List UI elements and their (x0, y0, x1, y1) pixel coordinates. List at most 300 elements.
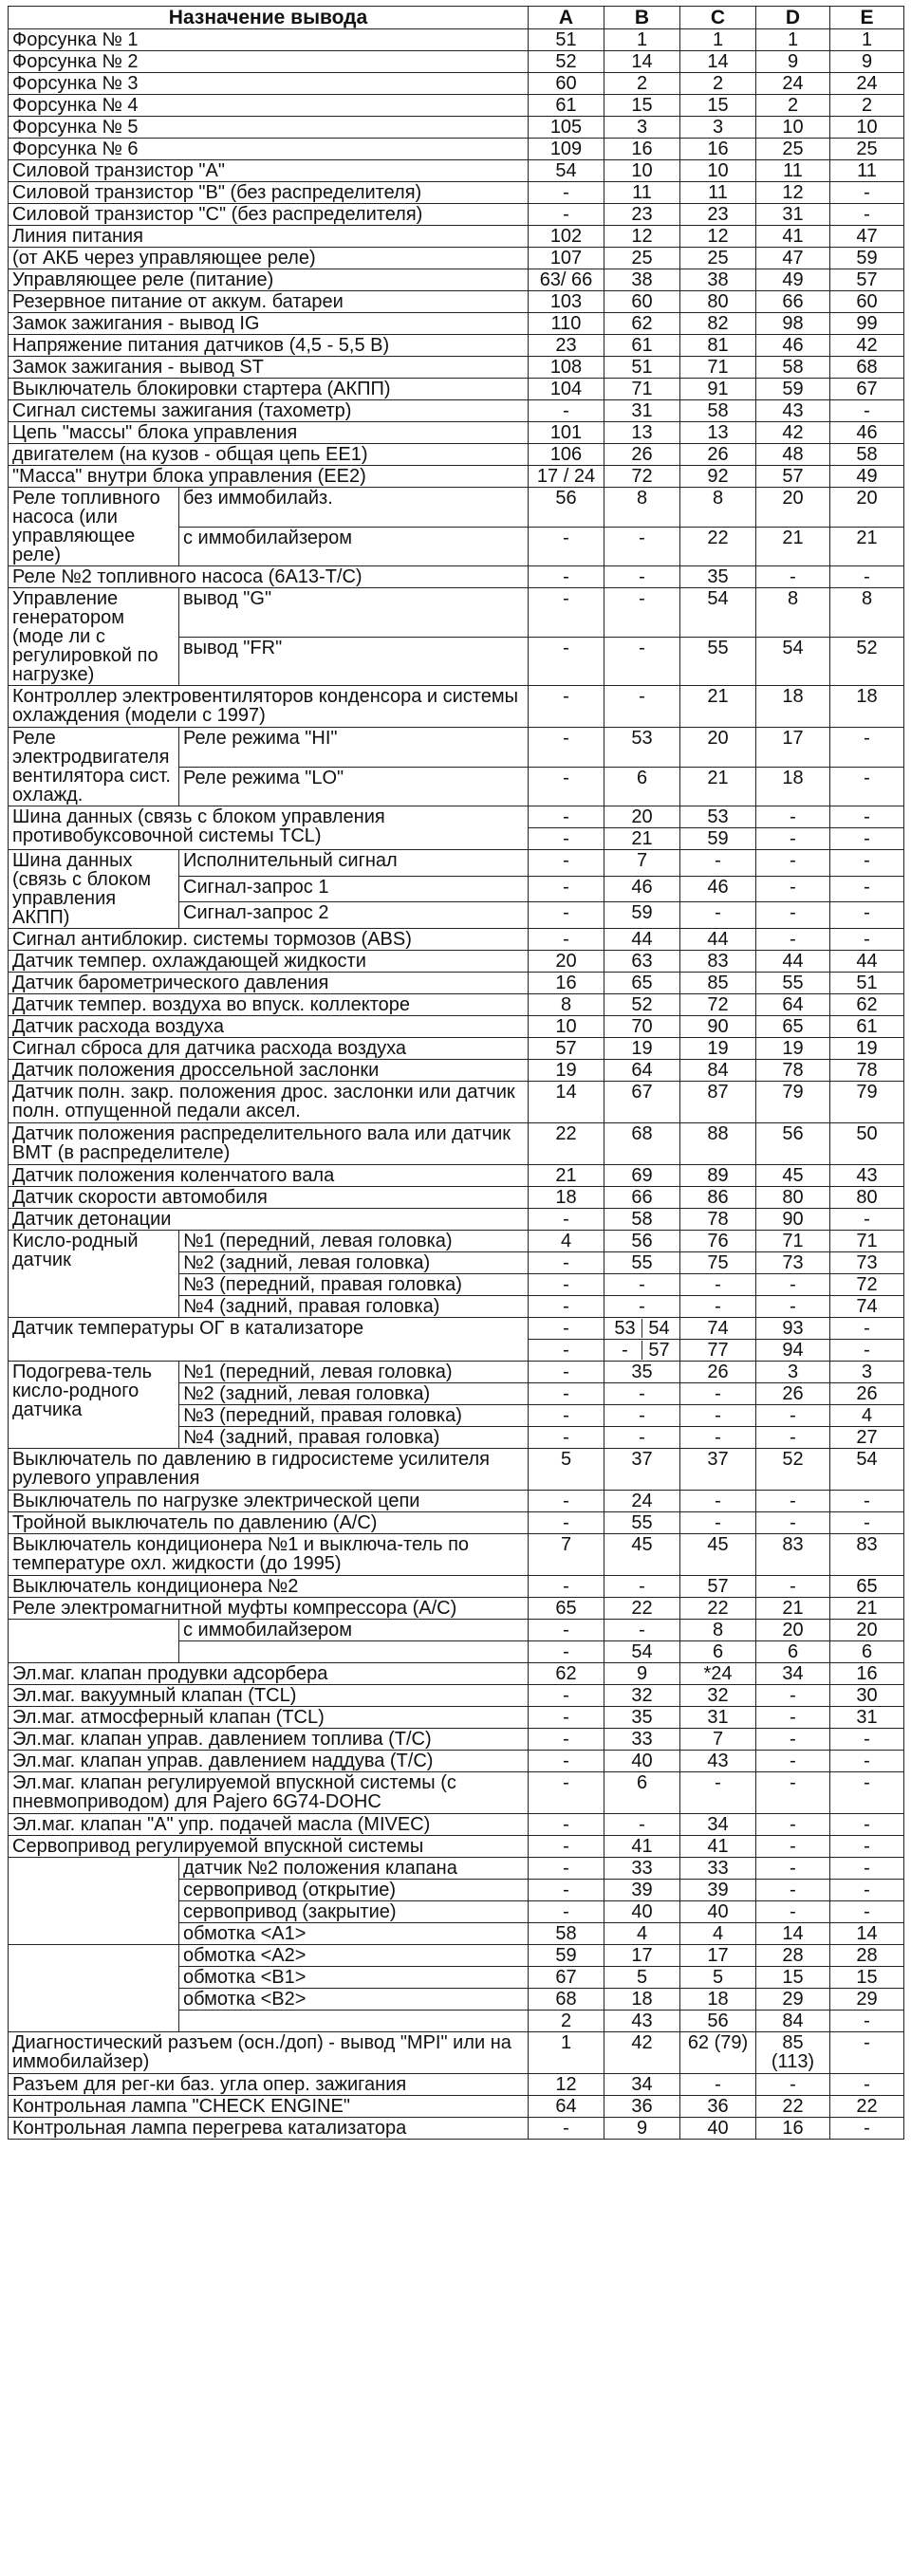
row-label: Диагностический разъем (осн./доп) - вывод "MPI" или на иммобилайзер) (9, 2032, 529, 2074)
cell-value: - (756, 1772, 830, 1814)
cell-value: - (604, 1274, 680, 1296)
cell-value: 31 (830, 1707, 904, 1729)
cell-value: 59 (830, 248, 904, 269)
cell-value: 1 (756, 29, 830, 51)
cell-value: 47 (756, 248, 830, 269)
cell-value: - (830, 876, 904, 902)
cell-value: - (830, 566, 904, 588)
cell-value: - (830, 1512, 904, 1534)
table-row (9, 2032, 904, 2074)
cell-value: 30 (830, 1685, 904, 1707)
table-row (9, 466, 904, 488)
cell-value: 3 (830, 1362, 904, 1383)
cell-value: - (756, 876, 830, 902)
table-row (9, 850, 904, 877)
row-label: Разъем для рег-ки баз. угла опер. зажигания (9, 2074, 529, 2096)
cell-value: 25 (830, 139, 904, 160)
row-label: Эл.маг. клапан регулируемой впускной системы (с пневмоприводом) для Pajero 6G74-DOHC (9, 1772, 529, 1814)
cell-value: - (830, 1751, 904, 1772)
cell-value: 86 (680, 1187, 756, 1209)
table-row (9, 1362, 904, 1383)
cell-value: - (830, 902, 904, 929)
row-sub-label (179, 1641, 529, 1663)
cell-value: - (529, 182, 604, 204)
table-row (9, 806, 904, 828)
cell-value: 44 (680, 929, 756, 951)
cell-value: - (830, 728, 904, 768)
cell-value: - (756, 1296, 830, 1318)
cell-value: 54 (604, 1641, 680, 1663)
cell-value: 18 (830, 686, 904, 728)
cell-value: 57 (641, 1341, 676, 1360)
cell-value: - (830, 204, 904, 226)
row-sub-label: №2 (задний, левая головка) (179, 1252, 529, 1274)
row-label: Форсунка № 5 (9, 117, 529, 139)
row-sub-label: обмотка <В2> (179, 1989, 529, 2011)
cell-value: - (604, 1814, 680, 1836)
cell-value: 22 (756, 2096, 830, 2118)
cell-value: 78 (680, 1209, 756, 1231)
cell-value: 28 (756, 1945, 830, 1967)
cell-value: 44 (830, 951, 904, 973)
row-label: Эл.маг. клапан "А" упр. подачей масла (MIVEC) (9, 1814, 529, 1836)
cell-value: - (529, 1340, 604, 1362)
row-sub-label: №2 (задний, левая головка) (179, 1383, 529, 1405)
row-group-label: Управление генератором (моде ли с регулировкой по нагрузке) (9, 588, 179, 686)
row-label: Выключатель блокировки стартера (АКПП) (9, 379, 529, 400)
cell-value: 2 (756, 95, 830, 117)
cell-value: 78 (830, 1060, 904, 1082)
cell-value: 57 (830, 269, 904, 291)
table-row (9, 566, 904, 588)
cell-value: 26 (604, 444, 680, 466)
cell-value: 26 (756, 1383, 830, 1405)
cell-value: 17 / 24 (529, 466, 604, 488)
row-label: Тройной выключатель по давлению (А/С) (9, 1512, 529, 1534)
cell-value: - (680, 1772, 756, 1814)
table-row (9, 1060, 904, 1082)
cell-value: 70 (604, 1016, 680, 1038)
cell-value: 40 (604, 1901, 680, 1923)
cell-value: 45 (604, 1534, 680, 1576)
cell-value: 10 (756, 117, 830, 139)
cell-value: 58 (830, 444, 904, 466)
cell-value: 54 (529, 160, 604, 182)
table-row (9, 182, 904, 204)
cell-value: - (830, 182, 904, 204)
cell-value: 37 (680, 1449, 756, 1491)
cell-value: 62 (79) (680, 2032, 756, 2074)
cell-value: 1 (529, 2032, 604, 2074)
cell-value: 60 (830, 291, 904, 313)
cell-value: 66 (604, 1187, 680, 1209)
cell-value: - (529, 902, 604, 929)
cell-value: 34 (604, 2074, 680, 2096)
row-sub-label: №3 (передний, правая головка) (179, 1405, 529, 1427)
cell-value: 14 (680, 51, 756, 73)
cell-value: 55 (756, 973, 830, 994)
cell-value: - (604, 1427, 680, 1449)
cell-value: 33 (604, 1858, 680, 1880)
table-row (9, 2074, 904, 2096)
cell-value: 2 (529, 2011, 604, 2032)
cell-value: - (756, 1751, 830, 1772)
cell-value: - (604, 1620, 680, 1641)
cell-value: 56 (756, 1123, 830, 1165)
cell-value: 35 (604, 1707, 680, 1729)
header-col-a: A (529, 7, 604, 29)
cell-value: 46 (756, 335, 830, 357)
cell-value: 20 (604, 806, 680, 828)
cell-value: - (529, 1296, 604, 1318)
cell-value: - (604, 686, 680, 728)
cell-value: 58 (529, 1923, 604, 1945)
cell-value: - (756, 1858, 830, 1880)
cell-value: - (529, 728, 604, 768)
table-row (9, 1707, 904, 1729)
table-row (9, 1534, 904, 1576)
cell-value: 73 (756, 1252, 830, 1274)
table-row (9, 422, 904, 444)
table-row (9, 1576, 904, 1598)
cell-value: - (680, 1512, 756, 1534)
cell-value: - (529, 828, 604, 850)
table-row (9, 1512, 904, 1534)
table-row (9, 51, 904, 73)
cell-value: 62 (830, 994, 904, 1016)
row-label: Сигнал сброса для датчика расхода воздуха (9, 1038, 529, 1060)
cell-value: 4 (604, 1923, 680, 1945)
cell-value: 53 (680, 806, 756, 828)
cell-value: 33 (604, 1729, 680, 1751)
cell-value: 17 (604, 1945, 680, 1967)
cell-value: 33 (680, 1858, 756, 1880)
cell-value: 99 (830, 313, 904, 335)
row-label: Датчик скорости автомобиля (9, 1187, 529, 1209)
cell-value: - (529, 1901, 604, 1923)
row-sub-label: Реле режима "HI" (179, 728, 529, 768)
cell-value: 12 (680, 226, 756, 248)
cell-value: - (529, 686, 604, 728)
row-sub-label: датчик №2 положения клапана (179, 1858, 529, 1880)
cell-value: - (680, 1274, 756, 1296)
cell-value: - (830, 2074, 904, 2096)
cell-value: 34 (680, 1814, 756, 1836)
row-sub-label: Исполнительный сигнал (179, 850, 529, 877)
cell-value: - (529, 1252, 604, 1274)
cell-value: 11 (604, 182, 680, 204)
header-name: Назначение вывода (9, 7, 529, 29)
cell-value: 87 (680, 1082, 756, 1123)
cell-value: 74 (680, 1318, 756, 1340)
cell-value: - (529, 1641, 604, 1663)
table-row (9, 139, 904, 160)
cell-value: 11 (680, 182, 756, 204)
cell-value: 84 (680, 1060, 756, 1082)
cell-value: 10 (830, 117, 904, 139)
cell-value: - (830, 1836, 904, 1858)
cell-value: 83 (756, 1534, 830, 1576)
cell-value: 59 (604, 902, 680, 929)
cell-value: 25 (680, 248, 756, 269)
cell-value: 43 (830, 1165, 904, 1187)
cell-value: 31 (604, 400, 680, 422)
cell-value: 16 (680, 139, 756, 160)
cell-value: 38 (680, 269, 756, 291)
row-label: Выключатель кондиционера №1 и выключа-тель по температуре охл. жидкости (до 1995) (9, 1534, 529, 1576)
cell-value: 51 (830, 973, 904, 994)
cell-value: 16 (604, 139, 680, 160)
row-label: Выключатель по давлению в гидросистеме усилителя рулевого управления (9, 1449, 529, 1491)
cell-value: 15 (756, 1967, 830, 1989)
cell-value: - (830, 1209, 904, 1231)
cell-value: 27 (830, 1427, 904, 1449)
row-label: Сервопривод регулируемой впускной системы (9, 1836, 529, 1858)
cell-value: 63/ 66 (529, 269, 604, 291)
cell-value: 7 (604, 850, 680, 877)
cell-value: 93 (756, 1318, 830, 1340)
cell-value: 9 (756, 51, 830, 73)
cell-value: - (830, 850, 904, 877)
row-label: Выключатель по нагрузке электрической цепи (9, 1491, 529, 1512)
cell-value: *24 (680, 1663, 756, 1685)
header-col-c: C (680, 7, 756, 29)
cell-value: - (529, 588, 604, 638)
cell-value: 41 (756, 226, 830, 248)
cell-value: 104 (529, 379, 604, 400)
row-label: Форсунка № 2 (9, 51, 529, 73)
cell-value: 19 (529, 1060, 604, 1082)
cell-value: 64 (529, 2096, 604, 2118)
row-label: Эл.маг. клапан продувки адсорбера (9, 1663, 529, 1685)
cell-value: - (529, 527, 604, 566)
cell-value: 64 (604, 1060, 680, 1082)
cell-value: 16 (830, 1663, 904, 1685)
cell-value: 61 (830, 1016, 904, 1038)
cell-value: 22 (604, 1598, 680, 1620)
row-sub-label: №3 (передний, правая головка) (179, 1274, 529, 1296)
table-row (9, 929, 904, 951)
cell-value: 68 (830, 357, 904, 379)
table-row (9, 1082, 904, 1123)
cell-value: 44 (756, 951, 830, 973)
cell-value: - (830, 1772, 904, 1814)
row-label: Форсунка № 1 (9, 29, 529, 51)
row-label: Контроллер электровентиляторов конденсора и системы охлаждения (модели с 1997) (9, 686, 529, 728)
table-row (9, 313, 904, 335)
table-row (9, 1729, 904, 1751)
cell-value: 9 (604, 2118, 680, 2140)
cell-value: 102 (529, 226, 604, 248)
cell-value: 22 (680, 527, 756, 566)
cell-value: - (604, 1296, 680, 1318)
table-row (9, 488, 904, 528)
table-row (9, 95, 904, 117)
cell-value: - (529, 1772, 604, 1814)
row-label: Форсунка № 3 (9, 73, 529, 95)
cell-value: 67 (830, 379, 904, 400)
header-row (9, 7, 904, 29)
cell-value: - (830, 1814, 904, 1836)
cell-value: 110 (529, 313, 604, 335)
cell-value: 15 (680, 95, 756, 117)
row-label: Управляющее реле (питание) (9, 269, 529, 291)
cell-value: - (756, 1274, 830, 1296)
row-sub-label: без иммобилайз. (179, 488, 529, 528)
row-label: "Масса" внутри блока управления (ЕЕ2) (9, 466, 529, 488)
cell-value: 108 (529, 357, 604, 379)
cell-value: 20 (680, 728, 756, 768)
table-row (9, 269, 904, 291)
cell-value: 14 (529, 1082, 604, 1123)
cell-value: 12 (529, 2074, 604, 2096)
cell-value: 15 (604, 95, 680, 117)
cell-value: - (830, 767, 904, 806)
table-row (9, 1772, 904, 1814)
cell-value: 12 (604, 226, 680, 248)
cell-value: 18 (680, 1989, 756, 2011)
cell-value: 39 (604, 1880, 680, 1901)
cell-value: 62 (529, 1663, 604, 1685)
cell-value: - (529, 1685, 604, 1707)
table-row (9, 335, 904, 357)
table-row (9, 1491, 904, 1512)
cell-value: 26 (680, 1362, 756, 1383)
cell-value: 55 (680, 637, 756, 686)
table-row (9, 951, 904, 973)
table-row (9, 994, 904, 1016)
cell-value: - (756, 2074, 830, 2096)
cell-value: 53 (614, 1318, 636, 1339)
cell-value: 79 (756, 1082, 830, 1123)
cell-value: 98 (756, 313, 830, 335)
split-cell (608, 1319, 676, 1338)
row-label: Выключатель кондиционера №2 (9, 1576, 529, 1598)
cell-value: 65 (529, 1598, 604, 1620)
row-sub-label: Сигнал-запрос 1 (179, 876, 529, 902)
cell-value: 80 (830, 1187, 904, 1209)
row-label: Контрольная лампа "CHECK ENGINE" (9, 2096, 529, 2118)
cell-value: 7 (529, 1534, 604, 1576)
cell-value: - (756, 566, 830, 588)
cell-value: - (830, 1880, 904, 1901)
cell-value: 20 (830, 488, 904, 528)
cell-value: - (756, 1512, 830, 1534)
table-row (9, 1814, 904, 1836)
cell-value: 21 (830, 1598, 904, 1620)
cell-value: 31 (756, 204, 830, 226)
cell-value: - (830, 1318, 904, 1340)
cell-value: 15 (830, 1967, 904, 1989)
cell-value: 22 (529, 1123, 604, 1165)
table-row (9, 2096, 904, 2118)
cell-value: 47 (830, 226, 904, 248)
table-row (9, 204, 904, 226)
cell-value: 80 (680, 291, 756, 313)
row-sub-label: сервопривод (закрытие) (179, 1901, 529, 1923)
table-row (9, 2118, 904, 2140)
cell-value: 29 (830, 1989, 904, 2011)
cell-value: 4 (830, 1405, 904, 1427)
cell-value: 40 (680, 2118, 756, 2140)
cell-value: 14 (756, 1923, 830, 1945)
cell-value: 6 (756, 1641, 830, 1663)
table-row (9, 357, 904, 379)
row-sub-label: с иммобилайзером (179, 1620, 529, 1641)
cell-value: 10 (680, 160, 756, 182)
cell-value: - (680, 850, 756, 877)
row-label: Эл.маг. вакуумный клапан (TCL) (9, 1685, 529, 1707)
cell-value: - (529, 1729, 604, 1751)
row-label: Датчик положения распределительного вала или датчик ВМТ (в распределителе) (9, 1123, 529, 1165)
cell-value: 55 (604, 1512, 680, 1534)
cell-value: - (529, 1318, 604, 1340)
cell-value: 37 (604, 1449, 680, 1491)
cell-value: 32 (604, 1685, 680, 1707)
cell-value: 83 (680, 951, 756, 973)
row-sub-label: вывод "G" (179, 588, 529, 638)
cell-value: - (529, 1880, 604, 1901)
cell-value: 49 (756, 269, 830, 291)
table-row (9, 1231, 904, 1252)
header-col-e: E (830, 7, 904, 29)
row-group-label (9, 1858, 179, 1945)
row-label: Цепь "массы" блока управления (9, 422, 529, 444)
table-row (9, 1945, 904, 1967)
cell-value: - (529, 1858, 604, 1880)
cell-value: 5 (680, 1967, 756, 1989)
row-sub-label: №1 (передний, левая головка) (179, 1231, 529, 1252)
cell-value: 38 (604, 269, 680, 291)
cell-value: 85 (113) (756, 2032, 830, 2074)
cell-value: - (756, 1880, 830, 1901)
cell-value: 2 (604, 73, 680, 95)
cell-value: 19 (680, 1038, 756, 1060)
cell-value: 39 (680, 1880, 756, 1901)
row-label: Замок зажигания - вывод IG (9, 313, 529, 335)
row-label: Реле №2 топливного насоса (6А13-Т/С) (9, 566, 529, 588)
cell-value: 62 (604, 313, 680, 335)
cell-value: 44 (604, 929, 680, 951)
cell-value: 28 (830, 1945, 904, 1967)
cell-value: 60 (529, 73, 604, 95)
row-sub-label: вывод "FR" (179, 637, 529, 686)
row-label: Шина данных (связь с блоком управления противобуксовочной системы TCL) (9, 806, 529, 850)
row-label: (от АКБ через управляющее реле) (9, 248, 529, 269)
row-sub-label: обмотка <А2> (179, 1945, 529, 1967)
cell-value-split (604, 1340, 680, 1362)
cell-value: 1 (604, 29, 680, 51)
cell-value: - (529, 1274, 604, 1296)
pinout-table (8, 6, 904, 2140)
cell-value: 8 (830, 588, 904, 638)
cell-value: 19 (830, 1038, 904, 1060)
cell-value: 42 (756, 422, 830, 444)
cell-value: 40 (680, 1901, 756, 1923)
table-row (9, 1449, 904, 1491)
cell-value: - (529, 767, 604, 806)
cell-value: 74 (830, 1296, 904, 1318)
cell-value: - (529, 1512, 604, 1534)
row-label: Эл.маг. клапан управ. давлением наддува (Т/С) (9, 1751, 529, 1772)
cell-value: 80 (756, 1187, 830, 1209)
cell-value: 7 (680, 1729, 756, 1751)
cell-value: - (604, 1383, 680, 1405)
cell-value: 35 (604, 1362, 680, 1383)
cell-value: 56 (680, 2011, 756, 2032)
cell-value: - (529, 400, 604, 422)
cell-value: - (529, 1209, 604, 1231)
